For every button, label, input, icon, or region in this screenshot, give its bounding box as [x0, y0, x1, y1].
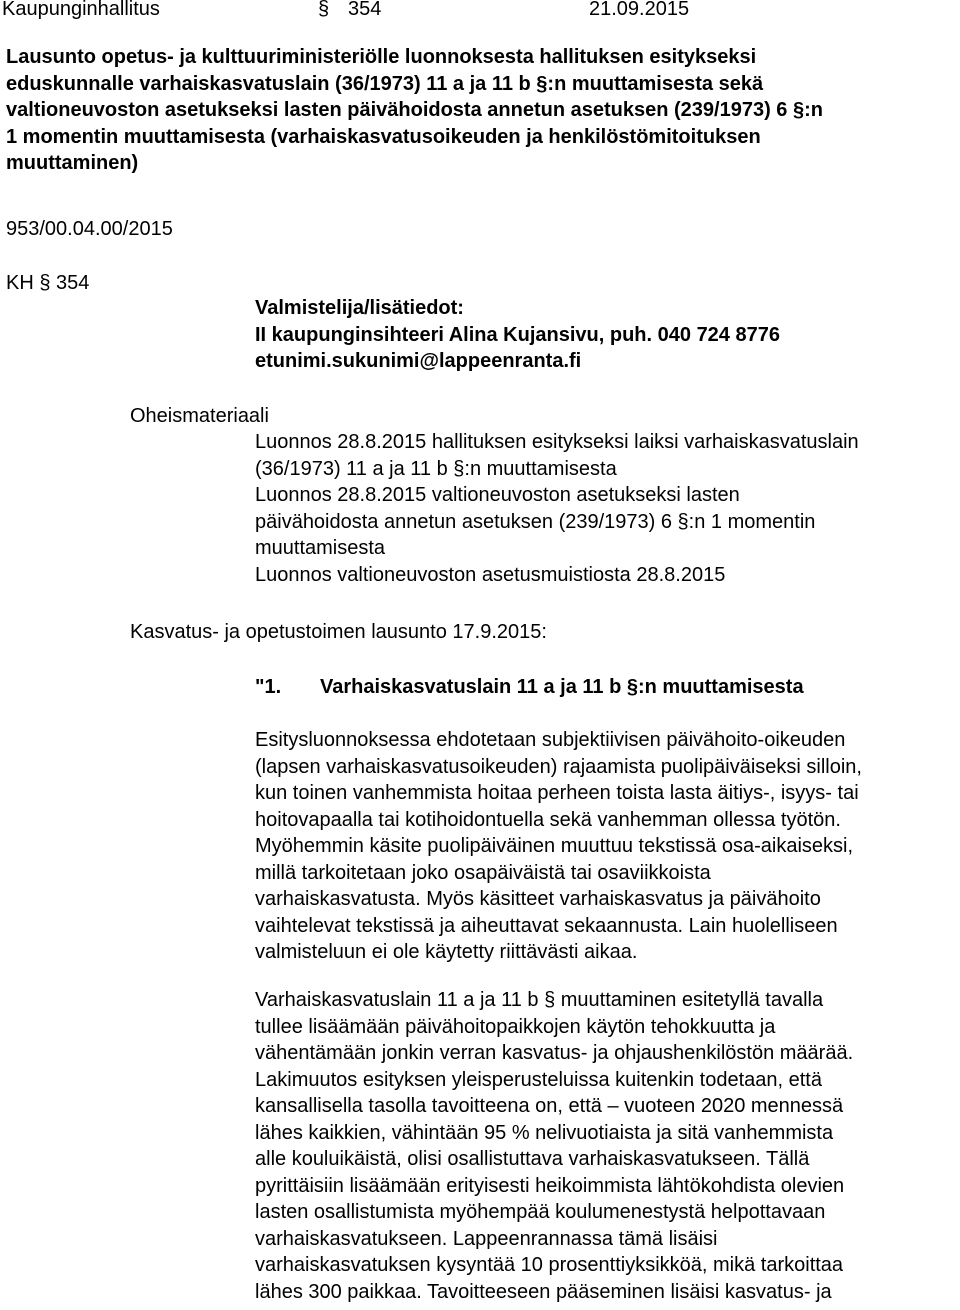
- paragraph-2: [255, 987, 853, 1305]
- attachment-line: Luonnos 28.8.2015 hallituksen esitykseksi laiksi varhaiskasvatuslain: [255, 431, 859, 453]
- title-line: muuttaminen): [6, 152, 139, 174]
- paragraph-line: kun toinen vanhemmista hoitaa perheen toista lasta äitiys-, isyys- tai: [255, 782, 859, 804]
- paragraph-line: (lapsen varhaiskasvatusoikeuden) rajaamista puolipäiväiseksi silloin,: [255, 755, 862, 778]
- attachment-line: muuttamisesta: [255, 537, 386, 559]
- attachment-line: Luonnos valtioneuvoston asetusmuistiosta 28.8.2015: [255, 563, 726, 586]
- document-title: [6, 44, 823, 177]
- paragraph-line: lähes 300 paikkaa. Tavoitteeseen pääseminen lisäisi kasvatus- ja: [255, 1280, 832, 1303]
- attachment-line: Luonnos 28.8.2015 valtioneuvoston asetukseksi lasten: [255, 484, 740, 506]
- paragraph-line: Varhaiskasvatuslain 11 a ja 11 b § muuttaminen esitetyllä tavalla: [255, 989, 824, 1011]
- statement-heading-text: Varhaiskasvatuslain 11 a ja 11 b §:n muuttamisesta: [320, 676, 804, 698]
- paragraph-1: [255, 727, 862, 966]
- attachment-line: (36/1973) 11 a ja 11 b §:n muuttamisesta: [255, 457, 617, 480]
- paragraph-line: valmisteluun ei ole käytetty riittävästi aikaa.: [255, 941, 638, 963]
- paragraph-line: varhaiskasvatukseen. Lappeenrannassa tämä lisäisi: [255, 1227, 718, 1250]
- paragraph-line: varhaiskasvatusta. Myös käsitteet varhaiskasvatus ja päivähoito: [255, 888, 821, 910]
- header-body: Kaupunginhallitus: [2, 0, 160, 20]
- paragraph-line: pyrittäisiin lisäämään erityisesti heikoimmista lähtökohdista olevien: [255, 1174, 845, 1197]
- paragraph-line: vaihtelevat tekstissä ja aiheuttavat sekaannusta. Lain huolelliseen: [255, 914, 838, 937]
- header-date: 21.09.2015: [589, 0, 690, 20]
- paragraph-line: varhaiskasvatuksen kysyntää 10 prosenttiyksikköä, mikä tarkoittaa: [255, 1254, 844, 1276]
- attachment-line: päivähoidosta annetun asetuksen (239/1973) 6 §:n 1 momentin: [255, 510, 816, 533]
- statement-intro: Kasvatus- ja opetustoimen lausunto 17.9.2015:: [130, 621, 547, 643]
- paragraph-line: hoitovapaalla tai kotihoidontuella sekä vanhemman ollessa työtön.: [255, 808, 841, 831]
- preparer-name-phone: II kaupunginsihteeri Alina Kujansivu, puh. 040 724 8776: [255, 323, 780, 346]
- header-section-symbol: §: [318, 0, 330, 20]
- attachments-heading: Oheismateriaali: [130, 405, 269, 427]
- paragraph-line: Esitysluonnoksessa ehdotetaan subjektiivisen päivähoito-oikeuden: [255, 729, 846, 751]
- paragraph-line: kansallisella tasolla tavoitteena on, että – vuoteen 2020 mennessä: [255, 1095, 844, 1117]
- paragraph-line: lähes kaikkien, vähintään 95 % nelivuotiaista ja sitä vanhemmista: [255, 1121, 834, 1144]
- attachments-list: [255, 429, 859, 588]
- preparer-block: [255, 295, 780, 375]
- header-number: 354: [348, 0, 382, 20]
- paragraph-line: vähentämään jonkin verran kasvatus- ja ohjaushenkilöstön määrää.: [255, 1042, 854, 1064]
- section-number: KH § 354: [6, 272, 90, 294]
- title-line: Lausunto opetus- ja kulttuuriministeriölle luonnoksesta hallituksen esitykseksi: [6, 46, 757, 68]
- title-line: 1 momentin muuttamisesta (varhaiskasvatusoikeuden ja henkilöstömitoituksen: [6, 125, 761, 148]
- paragraph-line: alle kouluikäistä, olisi osallistuttava varhaiskasvatukseen. Tällä: [255, 1148, 810, 1170]
- paragraph-line: millä tarkoitetaan joko osapäiväistä tai osaviikkoista: [255, 861, 711, 884]
- paragraph-line: tullee lisäämään päivähoitopaikkojen käytön tehokkuutta ja: [255, 1015, 776, 1038]
- paragraph-line: lasten osallistumista myöhempää koulumenestystä helpottavaan: [255, 1201, 826, 1223]
- record-number: 953/00.04.00/2015: [6, 218, 173, 240]
- paragraph-line: Lakimuutos esityksen yleisperusteluissa kuitenkin todetaan, että: [255, 1068, 822, 1091]
- preparer-email: etunimi.sukunimi@lappeenranta.fi: [255, 350, 582, 372]
- paragraph-line: Myöhemmin käsite puolipäiväinen muuttuu tekstissä osa-aikaiseksi,: [255, 835, 854, 857]
- preparer-heading: Valmistelija/lisätiedot:: [255, 297, 464, 319]
- title-line: eduskunnalle varhaiskasvatuslain (36/1973) 11 a ja 11 b §:n muuttamisesta sekä: [6, 72, 764, 95]
- statement-heading-number: "1.: [255, 676, 282, 698]
- title-line: valtioneuvoston asetukseksi lasten päivähoidosta annetun asetuksen (239/1973) 6 §:n: [6, 99, 823, 121]
